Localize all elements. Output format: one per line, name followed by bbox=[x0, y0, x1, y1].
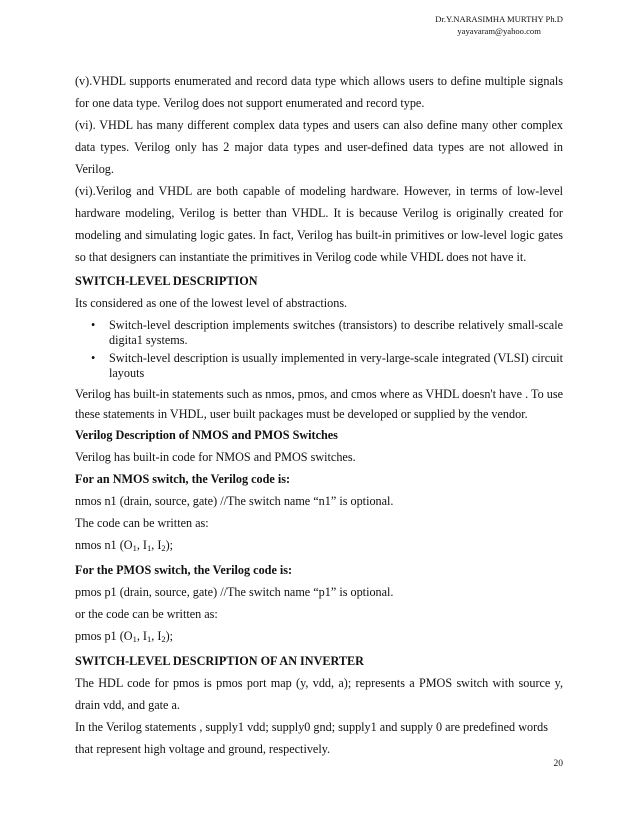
section-heading-nmos-pmos: Verilog Description of NMOS and PMOS Switches bbox=[75, 428, 338, 442]
nmos-code: nmos n1 (drain, source, gate) //The switch name “n1” is optional. bbox=[75, 494, 394, 508]
section-heading-inverter: SWITCH-LEVEL DESCRIPTION OF AN INVERTER bbox=[75, 654, 364, 668]
page-body bbox=[75, 70, 563, 760]
bullet-text: Switch-level description is usually implemented in very-large-scale integrated (VLSI) circuit layouts bbox=[109, 351, 563, 380]
list-item bbox=[91, 318, 563, 348]
paragraph-v: (v).VHDL supports enumerated and record data type which allows users to define multiple signals for one data type. Verilog does not support enumerated and record type. bbox=[75, 74, 563, 110]
pmos-heading: For the PMOS switch, the Verilog code is: bbox=[75, 563, 293, 577]
builtin-statements-text: Verilog has built-in statements such as nmos, pmos, and cmos where as VHDL doesn't have . To use these statements in VHDL, user built packages must be developed or supplied by the vendor. bbox=[75, 387, 563, 421]
bullet-icon: • bbox=[91, 318, 96, 332]
list-item bbox=[91, 351, 563, 381]
header-author: Dr.Y.NARASIMHA MURTHY Ph.D bbox=[435, 14, 563, 24]
switch-level-bullets bbox=[75, 318, 563, 381]
paragraph-vi-datatypes: (vi). VHDL has many different complex data types and users can also define many other complex data types. Verilog only has 2 major data types and user-defined data types are not allowed in Verilog. bbox=[75, 118, 563, 176]
page-header bbox=[435, 13, 563, 37]
inverter-text-2: In the Verilog statements , supply1 vdd; supply0 gnd; supply1 and supply 0 are predefined words that represent high voltage and ground, respectively. bbox=[75, 720, 548, 756]
nmos-alt-code: nmos n1 ($O_1$, $I_1$, $I_2$); bbox=[75, 538, 174, 553]
bullet-icon: • bbox=[91, 351, 96, 365]
inverter-text-1: The HDL code for pmos is pmos port map (y, vdd, a); represents a PMOS switch with source y, drain vdd, and gate a. bbox=[75, 676, 563, 712]
header-email: yayavaram@yahoo.com bbox=[457, 26, 541, 36]
nmos-heading: For an NMOS switch, the Verilog code is: bbox=[75, 472, 291, 486]
nmos-pmos-intro: Verilog has built-in code for NMOS and PMOS switches. bbox=[75, 450, 356, 464]
section-heading-switch-level: SWITCH-LEVEL DESCRIPTION bbox=[75, 274, 258, 288]
bullet-text: Switch-level description implements switches (transistors) to describe relatively small-scale digita1 systems. bbox=[109, 318, 563, 347]
page-number: 20 bbox=[553, 759, 563, 769]
switch-level-intro: Its considered as one of the lowest level of abstractions. bbox=[75, 296, 348, 310]
pmos-alt-code: pmos p1 ($O_1$, $I_1$, $I_2$); bbox=[75, 629, 174, 644]
pmos-code: pmos p1 (drain, source, gate) //The switch name “p1” is optional. bbox=[75, 585, 394, 599]
written-as-1: The code can be written as: bbox=[75, 516, 209, 530]
paragraph-vi-modeling: (vi).Verilog and VHDL are both capable of modeling hardware. However, in terms of low-level hardware modeling, Verilog is better than VHDL. It is because Verilog is originally created for modeling and simulating logic gates. In fact, Verilog has built-in primitives or low-level logic gates so that designers can instantiate the primitives in Verilog code while VHDL does not have it. bbox=[75, 184, 563, 264]
written-as-2: or the code can be written as: bbox=[75, 607, 218, 621]
